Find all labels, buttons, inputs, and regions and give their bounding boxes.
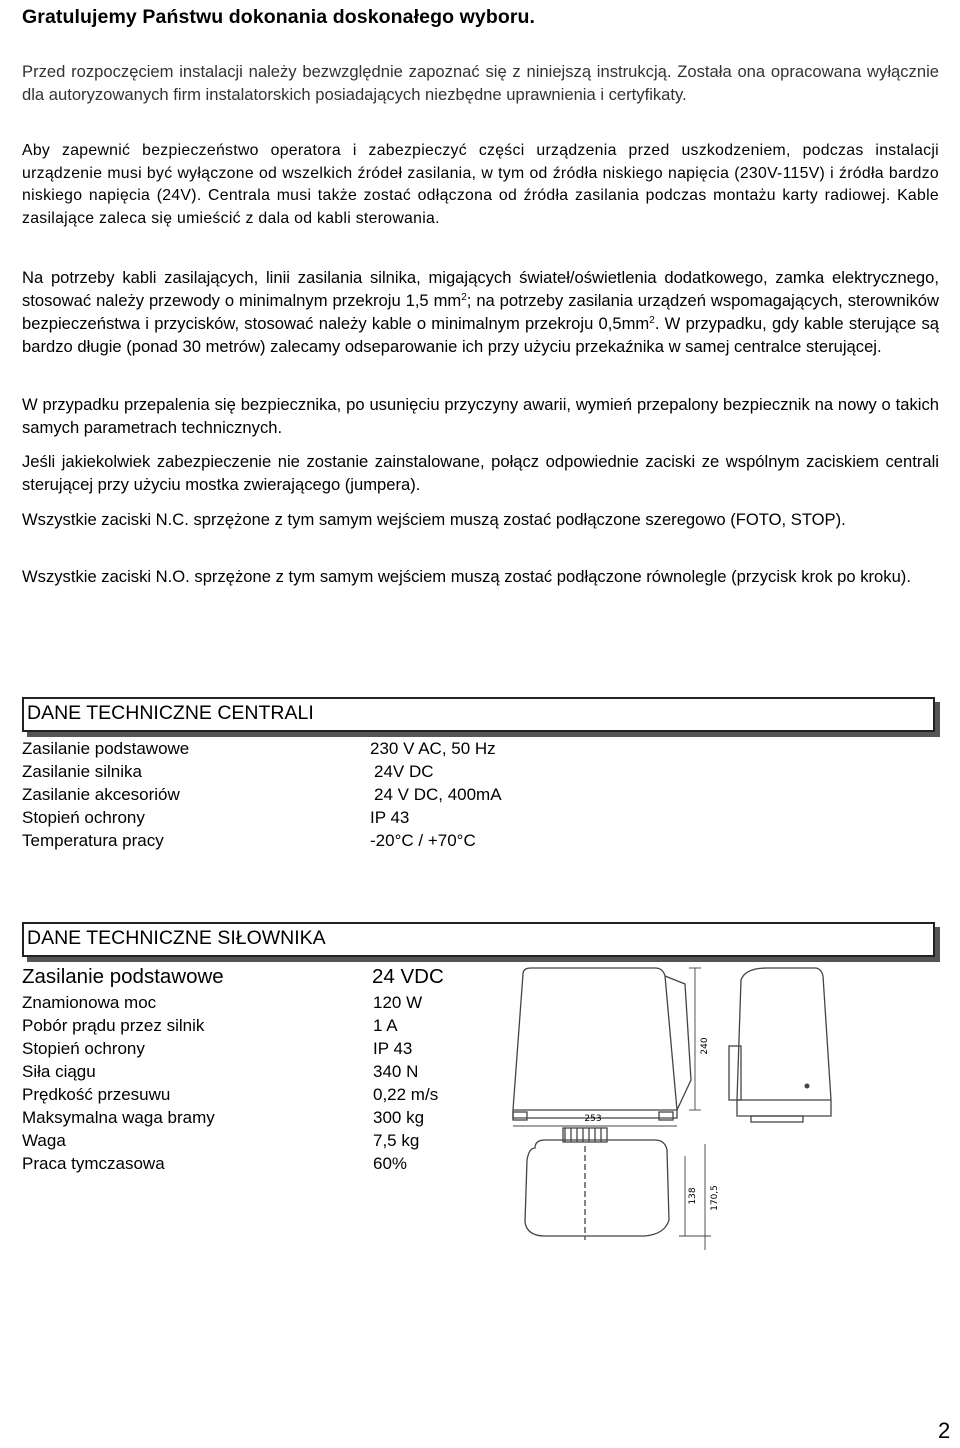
cables-paragraph: Na potrzeby kabli zasilających, linii zasilania silnika, migających świateł/oświetlenia dodatkowego, zamka elektrycznego, stosować należy przewody o minimalnym przekroju 1,5 $mm^2$; na potrzeby zasilania urządzeń wspomagających, sterowników bezpieczeństwa i przycisków, stosować należy kable o minimalnym przekroju $0,5mm^2$. W przypadku, gdy kable sterujące są bardzo długie (ponad 30 metrów) zalecamy odseparowanie ich przy użyciu przekaźnika w samej centralce sterującej. xyxy=(22,268,939,356)
page-heading: Gratulujemy Państwu dokonania doskonałego wyboru. xyxy=(22,6,536,28)
side-view-bracket xyxy=(729,1046,741,1100)
housing-foot-left xyxy=(513,1112,527,1120)
safety-paragraph: Aby zapewnić bezpieczeństwo operatora i zabezpieczyć części urządzenia przed uszkodzeniem, podczas instalacji urządzenie musi być wyłączone od wszelkich źródeł zasilania, w tym od źródła niskiego napięcia (230V-115V) i źródła bardzo niskiego napięcia (24V). Centrala musi także zostać odłączona od źródła zasilania podczas montażu karty radiowej. Kable zasilające zaleca się umieścić z dala od kabli sterowania. xyxy=(22,142,939,227)
page-number: 2 xyxy=(938,1418,951,1443)
actuator-drawing xyxy=(505,960,865,1260)
side-view-foot xyxy=(751,1116,803,1122)
centrala-title: DANE TECHNICZNE CENTRALI xyxy=(27,702,314,724)
housing-front-outline xyxy=(513,968,677,1118)
side-view-outline xyxy=(737,968,831,1116)
silownik-section-header xyxy=(22,922,935,957)
silownik-title: DANE TECHNICZNE SIŁOWNIKA xyxy=(27,927,326,949)
side-view-screw xyxy=(805,1084,810,1089)
dim-base-inner-label: 138 xyxy=(688,1187,698,1205)
intro-paragraph: Przed rozpoczęciem instalacji należy bezwzględnie zapoznać się z niniejszą instrukcją. Została ona opracowana wyłącznie dla autoryzowanych firm instalatorskich posiadających niezbędne uprawnienia i certyfikaty. xyxy=(22,62,939,104)
housing-side-outline xyxy=(665,976,691,1110)
dim-base-outer-label: 170,5 xyxy=(710,1185,720,1211)
dim-height-label: 240 xyxy=(700,1037,710,1055)
nc-paragraph: Wszystkie zaciski N.C. sprzężone z tym samym wejściem muszą zostać podłączone szeregowo (FOTO, STOP). xyxy=(22,510,846,529)
jumper-paragraph: Jeśli jakiekolwiek zabezpieczenie nie zostanie zainstalowane, połącz odpowiednie zaciski ze wspólnym zaciskiem centrali sterującej przy użyciu mostka zwierającego (jumpera). xyxy=(22,452,939,494)
centrala-section-header xyxy=(22,697,935,732)
housing-foot-right xyxy=(659,1112,673,1120)
no-paragraph: Wszystkie zaciski N.O. sprzężone z tym samym wejściem muszą zostać podłączone równolegle (przycisk krok po kroku). xyxy=(22,567,911,586)
fuse-paragraph: W przypadku przepalenia się bezpiecznika, po usunięciu przyczyny awarii, wymień przepalony bezpiecznik na nowy o takich samych parametrach technicznych. xyxy=(22,395,939,437)
top-view-outline xyxy=(525,1140,669,1236)
dim-width-label: 253 xyxy=(584,1114,602,1124)
